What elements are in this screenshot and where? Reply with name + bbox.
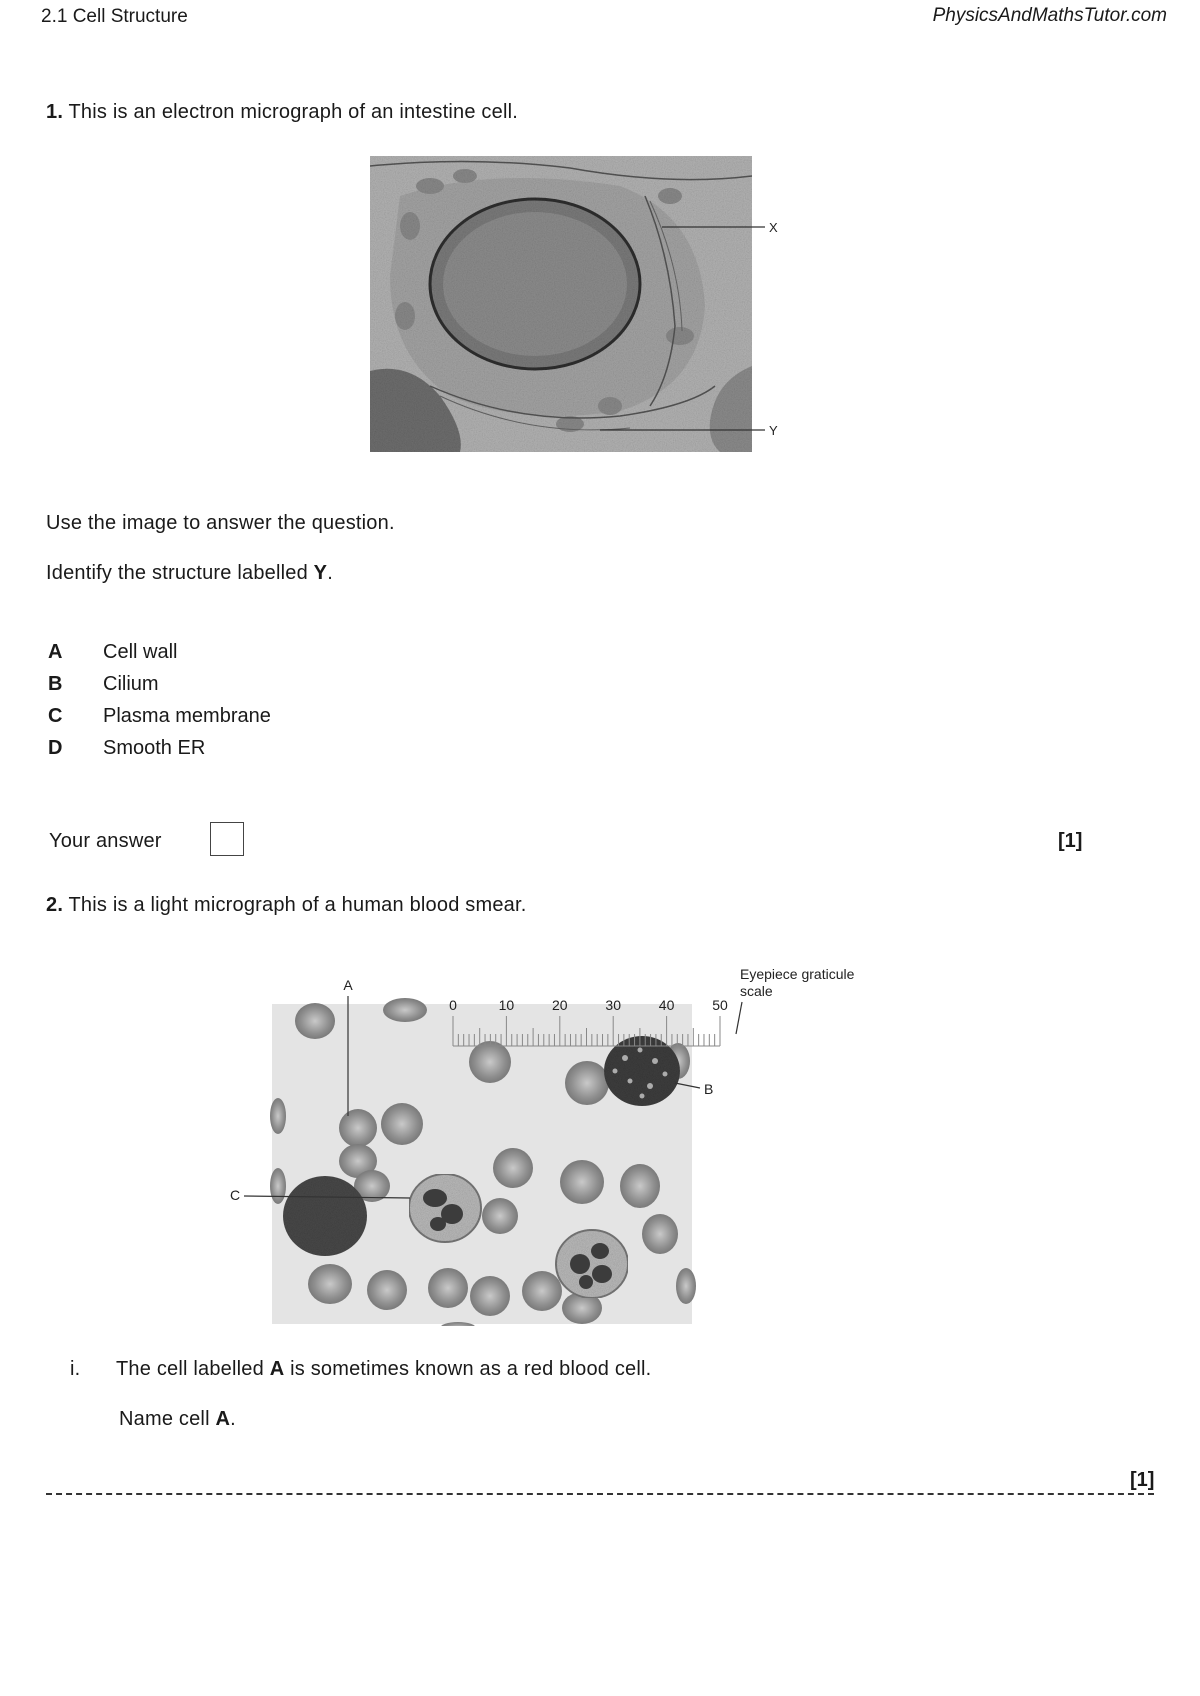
- option-letter-c: C: [48, 705, 63, 727]
- question-1-marks: [1]: [1058, 830, 1083, 852]
- part-i-text: [116, 1358, 651, 1381]
- prompt-bold-label: Y: [313, 562, 328, 584]
- figure-label-c: C: [230, 1187, 241, 1203]
- question-1-text: This is an electron micrograph of an intestine cell.: [68, 101, 519, 123]
- part-i-numeral: i.: [70, 1358, 81, 1380]
- part-i-text-start: The cell labelled: [116, 1358, 270, 1380]
- question-1: [46, 101, 518, 124]
- question-2-text: This is a light micrograph of a human blood smear.: [68, 894, 527, 916]
- graticule-tick-label: 40: [658, 997, 675, 1013]
- graticule-tick-label: 0: [449, 997, 457, 1013]
- option-text-c: Plasma membrane: [103, 705, 271, 727]
- answer-line[interactable]: [46, 1493, 1154, 1495]
- graticule-tick-label: 30: [605, 997, 621, 1013]
- graticule-tick-label: 10: [498, 997, 515, 1013]
- question-1-number: 1.: [46, 101, 64, 123]
- part-i-text-end: is sometimes known as a red blood cell.: [284, 1358, 652, 1380]
- option-letter-a: A: [48, 641, 63, 663]
- part-i-prompt-end: .: [230, 1408, 236, 1430]
- label-y: Y: [769, 423, 778, 438]
- answer-label: Your answer: [49, 830, 162, 852]
- part-i-marks: [1]: [1130, 1469, 1155, 1491]
- scale-title-line2: scale: [740, 983, 773, 999]
- scale-title-line1: Eyepiece graticule: [740, 966, 855, 982]
- question-2: [46, 894, 527, 917]
- option-letter-d: D: [48, 737, 63, 759]
- blood-smear-micrograph: [230, 946, 930, 1326]
- question-2-number: 2.: [46, 894, 64, 916]
- part-i-prompt: [119, 1408, 236, 1431]
- figure-label-b: B: [704, 1081, 714, 1097]
- label-x: X: [769, 220, 778, 235]
- figure-label-a: A: [343, 977, 353, 993]
- part-i-bold-label: A: [269, 1358, 285, 1380]
- electron-micrograph: [370, 156, 790, 456]
- header-title: 2.1 Cell Structure: [41, 6, 188, 27]
- part-i-prompt-bold: A: [215, 1408, 231, 1430]
- option-text-d: Smooth ER: [103, 737, 206, 759]
- header-site: PhysicsAndMathsTutor.com: [932, 5, 1167, 26]
- answer-input-box[interactable]: [210, 822, 244, 856]
- option-letter-b: B: [48, 673, 63, 695]
- graticule-tick-label: 50: [712, 997, 728, 1013]
- option-text-a: Cell wall: [103, 641, 178, 663]
- part-i-prompt-start: Name cell: [119, 1408, 216, 1430]
- graticule-tick-label: 20: [552, 997, 568, 1013]
- prompt-end: .: [327, 562, 333, 584]
- option-text-b: Cilium: [103, 673, 159, 695]
- options-list: [0, 641, 600, 771]
- question-1-prompt: [46, 562, 333, 585]
- prompt-text: Identify the structure labelled: [46, 562, 314, 584]
- question-1-instruction: Use the image to answer the question.: [46, 512, 395, 534]
